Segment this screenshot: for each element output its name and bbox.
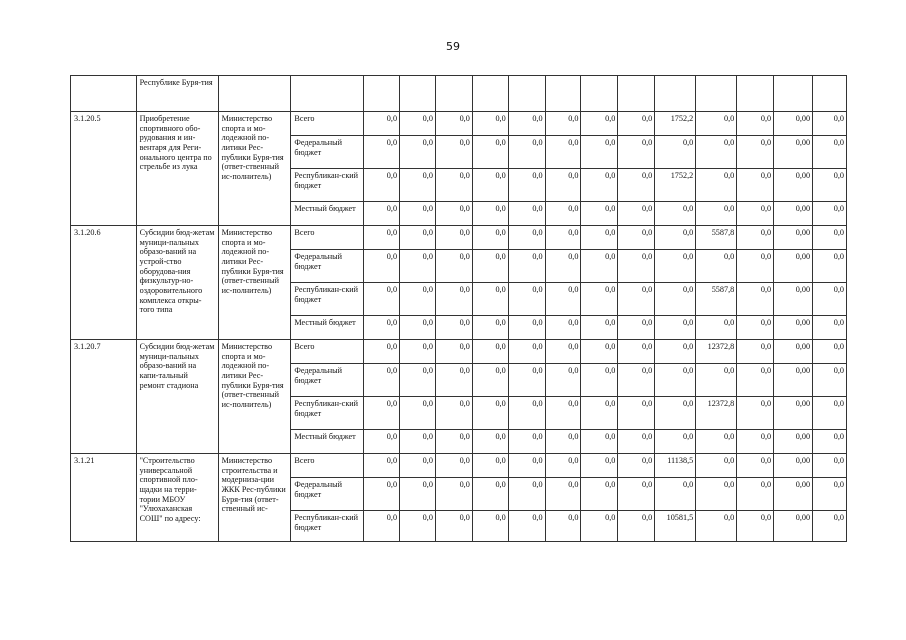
value-cell: 0,0 xyxy=(655,340,696,364)
value-cell: 0,0 xyxy=(435,397,472,430)
value-cell: 0,0 xyxy=(472,430,508,454)
value-cell: 0,0 xyxy=(364,202,400,226)
value-cell: 12372,8 xyxy=(696,397,737,430)
value-cell: 0,00 xyxy=(774,316,813,340)
value-cell: 0,00 xyxy=(774,430,813,454)
value-cell: 0,0 xyxy=(696,250,737,283)
value-cell: 0,0 xyxy=(435,112,472,136)
value-cell: 0,0 xyxy=(581,112,618,136)
value-cell xyxy=(813,76,847,112)
value-cell: 0,0 xyxy=(737,250,774,283)
value-cell: 0,0 xyxy=(364,364,400,397)
table-row xyxy=(71,112,847,136)
budget-table-body xyxy=(71,76,847,542)
funding-source-cell: Местный бюджет xyxy=(291,316,364,340)
value-cell: 0,0 xyxy=(655,250,696,283)
value-cell: 0,0 xyxy=(545,112,581,136)
value-cell: 0,0 xyxy=(655,364,696,397)
funding-source-cell: Всего xyxy=(291,340,364,364)
executor-cell: Министерство спорта и мо-лодежной по-литики Рес-публики Буря-тия (ответ-ственный ис-полнитель) xyxy=(218,340,291,454)
event-name-cell: Республике Буря-тия xyxy=(136,76,218,112)
value-cell: 0,0 xyxy=(737,136,774,169)
value-cell: 0,0 xyxy=(813,169,847,202)
value-cell: 0,0 xyxy=(400,511,436,542)
value-cell: 0,0 xyxy=(737,112,774,136)
value-cell: 0,0 xyxy=(508,478,545,511)
value-cell: 0,0 xyxy=(472,202,508,226)
value-cell: 0,0 xyxy=(435,511,472,542)
value-cell: 0,0 xyxy=(400,478,436,511)
value-cell: 0,0 xyxy=(400,226,436,250)
value-cell: 0,0 xyxy=(508,340,545,364)
value-cell: 0,0 xyxy=(508,397,545,430)
value-cell: 0,0 xyxy=(655,316,696,340)
source-cell xyxy=(291,76,364,112)
value-cell: 0,0 xyxy=(472,454,508,478)
value-cell: 0,00 xyxy=(774,511,813,542)
value-cell: 0,0 xyxy=(813,397,847,430)
value-cell: 1752,2 xyxy=(655,169,696,202)
value-cell: 0,0 xyxy=(581,397,618,430)
value-cell: 0,0 xyxy=(435,136,472,169)
value-cell: 0,0 xyxy=(472,397,508,430)
value-cell: 0,0 xyxy=(364,316,400,340)
value-cell: 0,0 xyxy=(545,316,581,340)
value-cell: 0,0 xyxy=(618,316,655,340)
value-cell: 0,0 xyxy=(364,250,400,283)
value-cell: 0,0 xyxy=(545,283,581,316)
funding-source-cell: Всего xyxy=(291,226,364,250)
executor-cell: Министерство спорта и мо-лодежной по-литики Рес-публики Буря-тия (ответ-ственный ис-полнитель) xyxy=(218,226,291,340)
value-cell: 0,0 xyxy=(737,397,774,430)
value-cell: 0,0 xyxy=(435,454,472,478)
value-cell xyxy=(774,76,813,112)
value-cell: 0,0 xyxy=(545,340,581,364)
value-cell: 0,0 xyxy=(400,340,436,364)
value-cell: 0,0 xyxy=(364,478,400,511)
value-cell xyxy=(545,76,581,112)
funding-source-cell: Республикан-ский бюджет xyxy=(291,511,364,542)
value-cell: 0,0 xyxy=(364,454,400,478)
value-cell: 0,0 xyxy=(508,511,545,542)
value-cell: 0,0 xyxy=(618,364,655,397)
value-cell: 0,0 xyxy=(581,316,618,340)
value-cell: 0,0 xyxy=(472,169,508,202)
value-cell: 0,0 xyxy=(813,226,847,250)
value-cell: 0,0 xyxy=(364,226,400,250)
value-cell: 1752,2 xyxy=(655,112,696,136)
value-cell: 0,0 xyxy=(737,511,774,542)
value-cell: 0,00 xyxy=(774,202,813,226)
value-cell: 0,0 xyxy=(813,112,847,136)
value-cell: 0,0 xyxy=(696,511,737,542)
value-cell: 0,00 xyxy=(774,454,813,478)
value-cell: 0,0 xyxy=(581,226,618,250)
value-cell: 0,0 xyxy=(400,397,436,430)
funding-source-cell: Местный бюджет xyxy=(291,202,364,226)
value-cell: 0,0 xyxy=(545,202,581,226)
event-name-cell: Приобретение спортивного обо-рудования и ин-вентаря для Реги-онального центра по стрельбе из лука xyxy=(136,112,218,226)
table-row xyxy=(71,340,847,364)
value-cell: 0,0 xyxy=(581,340,618,364)
value-cell: 0,0 xyxy=(472,112,508,136)
value-cell: 0,0 xyxy=(696,316,737,340)
value-cell: 0,0 xyxy=(545,430,581,454)
event-name-cell: "Строительство универсальной спортивной пло-щадки на терри-тории МБОУ "Улюхаханская СОШ" по адресу: xyxy=(136,454,218,542)
value-cell: 0,0 xyxy=(400,316,436,340)
page-number: 59 xyxy=(446,40,460,53)
value-cell: 0,0 xyxy=(813,478,847,511)
value-cell: 0,0 xyxy=(435,316,472,340)
value-cell: 5587,8 xyxy=(696,226,737,250)
value-cell: 0,0 xyxy=(435,283,472,316)
value-cell: 0,0 xyxy=(618,283,655,316)
value-cell: 0,0 xyxy=(508,250,545,283)
value-cell: 0,0 xyxy=(472,340,508,364)
code-cell xyxy=(71,76,137,112)
value-cell: 0,0 xyxy=(618,454,655,478)
executor-cell: Министерство спорта и мо-лодежной по-литики Рес-публики Буря-тия (ответ-ственный ис-полнитель) xyxy=(218,112,291,226)
value-cell: 0,0 xyxy=(618,112,655,136)
value-cell: 0,0 xyxy=(435,226,472,250)
event-name-cell: Субсидии бюд-жетам муници-пальных образо-ваний на капи-тальный ремонт стадиона xyxy=(136,340,218,454)
value-cell: 0,00 xyxy=(774,169,813,202)
value-cell: 0,0 xyxy=(618,169,655,202)
funding-source-cell: Республикан-ский бюджет xyxy=(291,169,364,202)
value-cell xyxy=(472,76,508,112)
value-cell: 0,0 xyxy=(472,226,508,250)
value-cell: 0,0 xyxy=(618,397,655,430)
value-cell: 0,0 xyxy=(696,112,737,136)
value-cell xyxy=(655,76,696,112)
value-cell: 0,0 xyxy=(545,169,581,202)
value-cell: 0,0 xyxy=(655,226,696,250)
executor-cell: Министерство строительства и модерниза-ции ЖКК Рес-публики Буря-тия (ответ-ственный ис- xyxy=(218,454,291,542)
value-cell: 0,0 xyxy=(813,316,847,340)
value-cell: 0,0 xyxy=(581,511,618,542)
value-cell: 0,0 xyxy=(545,454,581,478)
value-cell: 0,0 xyxy=(508,226,545,250)
value-cell: 0,0 xyxy=(508,364,545,397)
value-cell: 0,0 xyxy=(737,169,774,202)
value-cell: 0,0 xyxy=(364,340,400,364)
value-cell: 0,0 xyxy=(618,226,655,250)
budget-table xyxy=(70,75,847,542)
value-cell: 0,0 xyxy=(737,316,774,340)
value-cell: 0,0 xyxy=(545,250,581,283)
value-cell xyxy=(364,76,400,112)
value-cell: 0,0 xyxy=(618,136,655,169)
value-cell: 0,0 xyxy=(813,430,847,454)
value-cell: 0,0 xyxy=(364,283,400,316)
value-cell: 0,00 xyxy=(774,364,813,397)
value-cell: 0,0 xyxy=(472,283,508,316)
value-cell: 0,0 xyxy=(813,511,847,542)
value-cell: 0,0 xyxy=(400,364,436,397)
value-cell: 0,0 xyxy=(618,202,655,226)
value-cell: 5587,8 xyxy=(696,283,737,316)
value-cell: 0,0 xyxy=(655,202,696,226)
value-cell: 0,0 xyxy=(737,226,774,250)
value-cell: 0,0 xyxy=(364,511,400,542)
event-name-cell: Субсидии бюд-жетам муници-пальных образо-ваний на устрой-ство оборудова-ния физкультур-но-оздоровительного комплекса откры-того типа xyxy=(136,226,218,340)
value-cell: 0,0 xyxy=(581,250,618,283)
value-cell: 0,0 xyxy=(435,202,472,226)
value-cell: 0,0 xyxy=(737,364,774,397)
table-row xyxy=(71,76,847,112)
value-cell: 0,0 xyxy=(737,430,774,454)
value-cell: 0,0 xyxy=(400,283,436,316)
value-cell: 0,0 xyxy=(508,169,545,202)
value-cell xyxy=(696,76,737,112)
value-cell: 0,0 xyxy=(400,169,436,202)
value-cell: 0,0 xyxy=(545,397,581,430)
value-cell: 0,0 xyxy=(655,430,696,454)
funding-source-cell: Федеральный бюджет xyxy=(291,364,364,397)
value-cell: 0,0 xyxy=(472,250,508,283)
funding-source-cell: Всего xyxy=(291,454,364,478)
value-cell: 0,0 xyxy=(508,316,545,340)
value-cell: 0,0 xyxy=(581,364,618,397)
value-cell: 0,0 xyxy=(545,478,581,511)
funding-source-cell: Республикан-ский бюджет xyxy=(291,397,364,430)
funding-source-cell: Всего xyxy=(291,112,364,136)
code-cell: 3.1.21 xyxy=(71,454,137,542)
value-cell: 0,0 xyxy=(435,364,472,397)
value-cell: 0,0 xyxy=(508,430,545,454)
value-cell: 12372,8 xyxy=(696,340,737,364)
value-cell xyxy=(737,76,774,112)
value-cell: 0,0 xyxy=(400,430,436,454)
value-cell: 0,0 xyxy=(400,250,436,283)
value-cell: 11138,5 xyxy=(655,454,696,478)
value-cell: 0,0 xyxy=(737,340,774,364)
funding-source-cell: Республикан-ский бюджет xyxy=(291,283,364,316)
value-cell: 0,00 xyxy=(774,136,813,169)
value-cell: 0,0 xyxy=(472,364,508,397)
value-cell xyxy=(400,76,436,112)
value-cell: 0,0 xyxy=(813,454,847,478)
code-cell: 3.1.20.5 xyxy=(71,112,137,226)
value-cell: 0,0 xyxy=(581,478,618,511)
value-cell: 0,0 xyxy=(618,250,655,283)
executor-cell xyxy=(218,76,291,112)
value-cell: 0,0 xyxy=(472,478,508,511)
value-cell: 0,0 xyxy=(435,430,472,454)
value-cell: 0,0 xyxy=(581,169,618,202)
value-cell: 0,0 xyxy=(696,202,737,226)
funding-source-cell: Местный бюджет xyxy=(291,430,364,454)
value-cell: 0,0 xyxy=(581,136,618,169)
value-cell: 0,0 xyxy=(696,364,737,397)
value-cell: 0,0 xyxy=(737,454,774,478)
value-cell: 0,0 xyxy=(655,283,696,316)
value-cell: 0,0 xyxy=(400,136,436,169)
value-cell: 0,0 xyxy=(472,136,508,169)
table-row xyxy=(71,454,847,478)
value-cell: 0,0 xyxy=(508,454,545,478)
value-cell: 0,0 xyxy=(435,478,472,511)
value-cell: 0,0 xyxy=(435,340,472,364)
value-cell: 0,0 xyxy=(813,250,847,283)
value-cell: 0,0 xyxy=(618,340,655,364)
value-cell: 0,0 xyxy=(655,397,696,430)
value-cell: 0,0 xyxy=(400,112,436,136)
value-cell: 0,0 xyxy=(508,283,545,316)
value-cell: 0,0 xyxy=(545,226,581,250)
value-cell: 0,00 xyxy=(774,112,813,136)
value-cell: 0,0 xyxy=(737,283,774,316)
value-cell: 0,0 xyxy=(696,454,737,478)
value-cell: 0,00 xyxy=(774,250,813,283)
funding-source-cell: Федеральный бюджет xyxy=(291,478,364,511)
value-cell: 0,00 xyxy=(774,340,813,364)
value-cell xyxy=(508,76,545,112)
value-cell: 10581,5 xyxy=(655,511,696,542)
value-cell: 0,0 xyxy=(618,430,655,454)
funding-source-cell: Федеральный бюджет xyxy=(291,250,364,283)
value-cell: 0,0 xyxy=(508,112,545,136)
value-cell: 0,0 xyxy=(813,283,847,316)
value-cell: 0,0 xyxy=(655,136,696,169)
value-cell: 0,0 xyxy=(581,283,618,316)
value-cell xyxy=(435,76,472,112)
value-cell: 0,0 xyxy=(618,511,655,542)
value-cell: 0,0 xyxy=(696,136,737,169)
value-cell: 0,0 xyxy=(400,454,436,478)
value-cell: 0,0 xyxy=(696,169,737,202)
value-cell: 0,0 xyxy=(655,478,696,511)
value-cell: 0,0 xyxy=(545,136,581,169)
value-cell: 0,0 xyxy=(813,202,847,226)
value-cell: 0,0 xyxy=(581,202,618,226)
value-cell: 0,0 xyxy=(472,316,508,340)
value-cell: 0,0 xyxy=(364,136,400,169)
value-cell: 0,0 xyxy=(435,169,472,202)
funding-source-cell: Федеральный бюджет xyxy=(291,136,364,169)
value-cell: 0,0 xyxy=(435,250,472,283)
value-cell: 0,0 xyxy=(737,478,774,511)
value-cell: 0,0 xyxy=(696,430,737,454)
value-cell: 0,0 xyxy=(364,397,400,430)
value-cell: 0,00 xyxy=(774,226,813,250)
value-cell: 0,0 xyxy=(581,430,618,454)
value-cell: 0,0 xyxy=(364,169,400,202)
table-row xyxy=(71,226,847,250)
value-cell: 0,0 xyxy=(813,340,847,364)
value-cell: 0,0 xyxy=(472,511,508,542)
value-cell: 0,0 xyxy=(364,112,400,136)
value-cell: 0,00 xyxy=(774,478,813,511)
value-cell: 0,0 xyxy=(364,430,400,454)
code-cell: 3.1.20.6 xyxy=(71,226,137,340)
value-cell: 0,0 xyxy=(696,478,737,511)
code-cell: 3.1.20.7 xyxy=(71,340,137,454)
value-cell: 0,0 xyxy=(508,202,545,226)
value-cell xyxy=(618,76,655,112)
value-cell: 0,0 xyxy=(813,136,847,169)
value-cell: 0,0 xyxy=(737,202,774,226)
value-cell: 0,0 xyxy=(400,202,436,226)
value-cell: 0,0 xyxy=(545,511,581,542)
value-cell xyxy=(581,76,618,112)
value-cell: 0,0 xyxy=(545,364,581,397)
value-cell: 0,0 xyxy=(581,454,618,478)
value-cell: 0,00 xyxy=(774,283,813,316)
value-cell: 0,0 xyxy=(813,364,847,397)
value-cell: 0,0 xyxy=(618,478,655,511)
value-cell: 0,00 xyxy=(774,397,813,430)
value-cell: 0,0 xyxy=(508,136,545,169)
